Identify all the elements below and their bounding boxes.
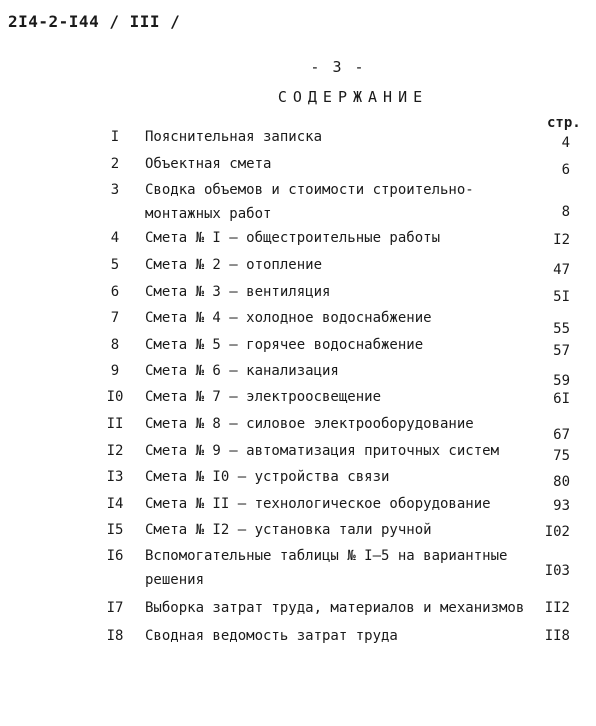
- toc-entry-title: Сводка объемов и стоимости строительно-: [145, 182, 474, 198]
- toc-entry-title: Пояснительная записка: [145, 129, 323, 145]
- toc-entry-page: 4: [561, 135, 570, 151]
- toc-entry-title: Смета № 3 – вентиляция: [145, 284, 331, 300]
- toc-entry-number: 2: [110, 156, 120, 172]
- toc-entry-number: 5: [110, 257, 120, 273]
- toc-entry-title: Смета № 9 – автоматизация приточных систем: [145, 443, 500, 459]
- toc-entry-title: Смета № I – общестроительные работы: [145, 230, 441, 246]
- toc-entry-page: 8: [561, 204, 570, 220]
- toc-entry-number: I2: [106, 443, 124, 459]
- toc-title: СОДЕРЖАНИЕ: [277, 88, 429, 106]
- toc-entry-title: Смета № I2 – установка тали ручной: [145, 522, 432, 538]
- toc-entry-title: Смета № 7 – электроосвещение: [145, 389, 382, 405]
- toc-entry-page: I03: [544, 563, 570, 579]
- toc-entry-page: II2: [544, 600, 570, 616]
- toc-entry-title: Смета № 5 – горячее водоснабжение: [145, 337, 424, 353]
- toc-entry-page: 47: [553, 262, 570, 278]
- page-column-header: стр.: [547, 115, 581, 131]
- toc-entry-title: Вспомогательные таблицы № I–5 на вариантные: [145, 548, 508, 564]
- toc-entry-page: 93: [553, 498, 570, 514]
- toc-entry-page: 59: [553, 373, 570, 389]
- toc-entry-number: 4: [110, 230, 120, 246]
- toc-entry-title-continuation: решения: [145, 572, 205, 588]
- toc-entry-number: I6: [106, 548, 124, 564]
- toc-entry-number: 7: [110, 310, 120, 326]
- toc-entry-page: 80: [553, 474, 570, 490]
- toc-entry-title: Смета № 8 – силовое электрооборудование: [145, 416, 474, 432]
- toc-entry-title: Выборка затрат труда, материалов и механизмов: [145, 600, 525, 616]
- toc-entry-page: 6I: [553, 391, 570, 407]
- toc-entry-page: 75: [553, 448, 570, 464]
- toc-entry-title-continuation: монтажных работ: [145, 206, 272, 222]
- toc-entry-title: Смета № 6 – канализация: [145, 363, 339, 379]
- toc-entry-page: I2: [553, 232, 570, 248]
- toc-entry-page: 6: [561, 162, 570, 178]
- toc-entry-title: Объектная смета: [145, 156, 272, 172]
- toc-entry-page: 55: [553, 321, 570, 337]
- toc-entry-number: 8: [110, 337, 120, 353]
- toc-entry-number: I4: [106, 496, 124, 512]
- toc-entry-page: I02: [544, 524, 570, 540]
- page-number: - 3 -: [310, 58, 366, 76]
- toc-entry-page: 67: [553, 427, 570, 443]
- toc-entry-title: Смета № II – технологическое оборудование: [145, 496, 491, 512]
- toc-entry-number: 6: [110, 284, 120, 300]
- toc-entry-title: Сводная ведомость затрат труда: [145, 628, 398, 644]
- toc-entry-number: I3: [106, 469, 124, 485]
- toc-entry-number: I5: [106, 522, 124, 538]
- toc-entry-number: I8: [106, 628, 124, 644]
- toc-entry-number: I0: [106, 389, 124, 405]
- toc-entry-number: 3: [110, 182, 120, 198]
- toc-entry-page: II8: [544, 628, 570, 644]
- toc-entry-number: I7: [106, 600, 124, 616]
- document-code: 2I4-2-I44 / III /: [8, 12, 181, 31]
- toc-entry-title: Смета № 4 – холодное водоснабжение: [145, 310, 432, 326]
- toc-entry-page: 57: [553, 343, 570, 359]
- toc-entry-title: Смета № 2 – отопление: [145, 257, 323, 273]
- toc-entry-number: I: [110, 129, 120, 145]
- toc-entry-title: Смета № I0 – устройства связи: [145, 469, 390, 485]
- toc-entry-number: 9: [110, 363, 120, 379]
- toc-entry-number: II: [106, 416, 124, 432]
- toc-entry-page: 5I: [553, 289, 570, 305]
